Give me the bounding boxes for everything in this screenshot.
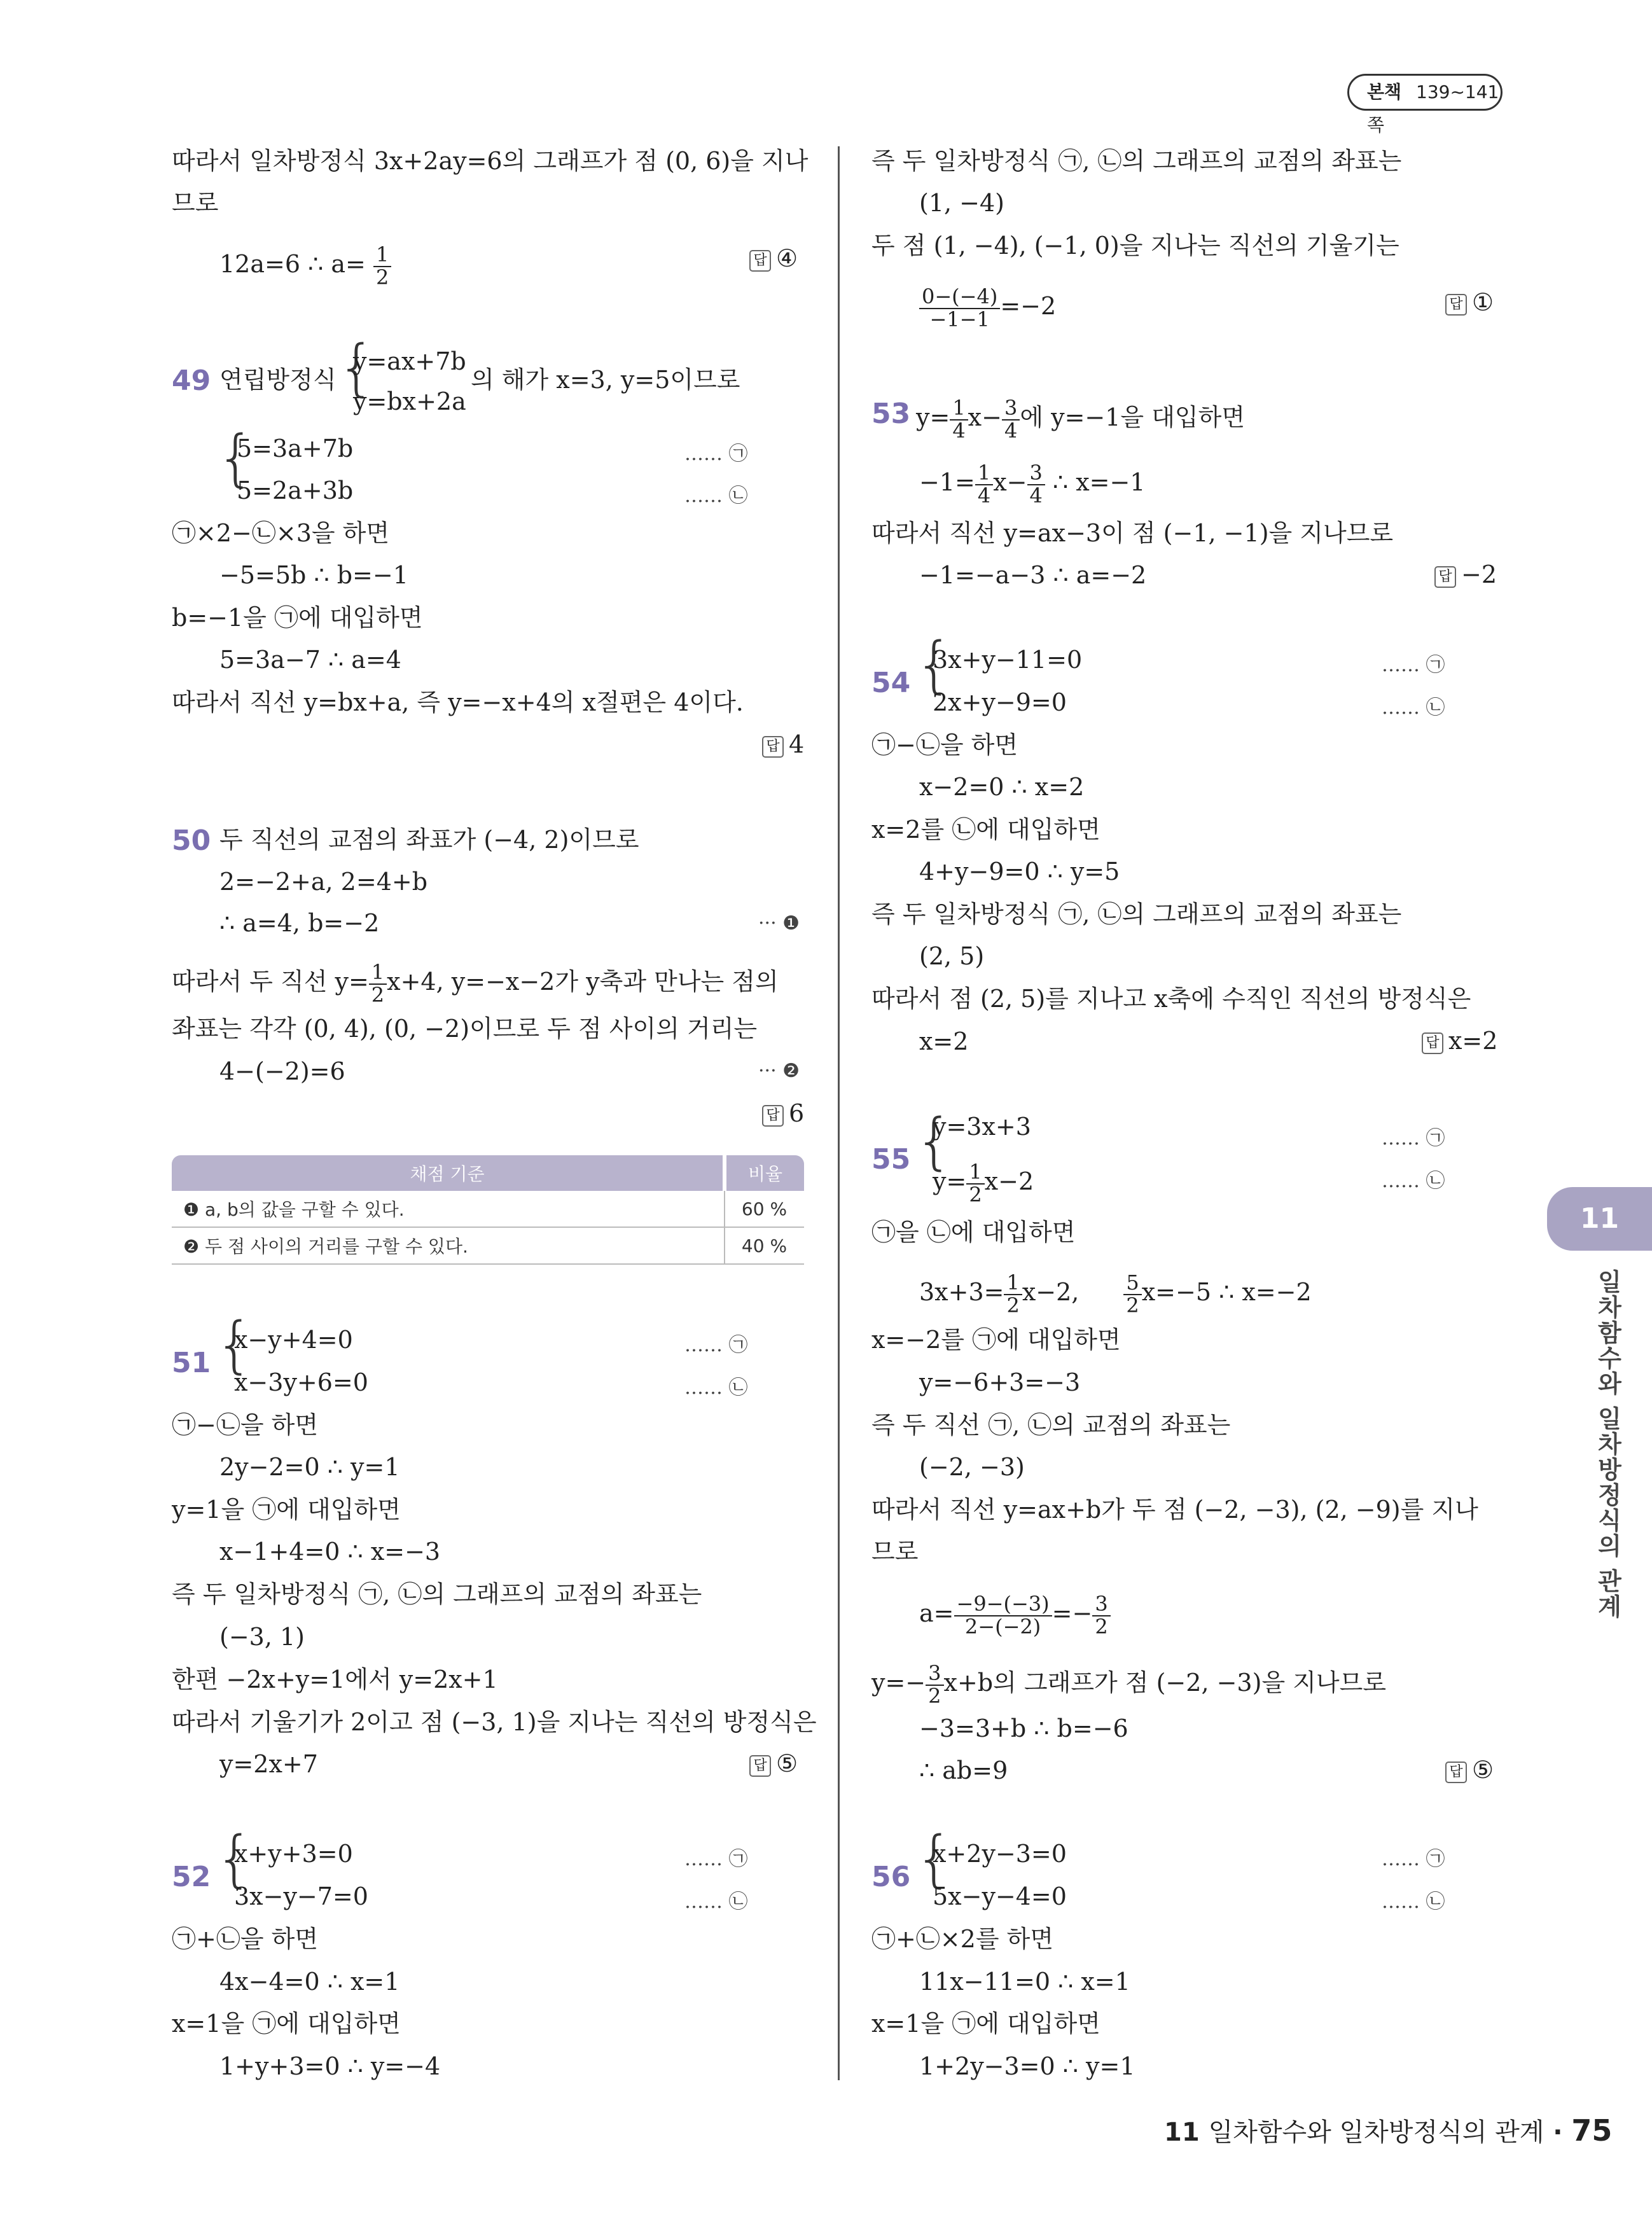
- answer-50: 답 6: [762, 1099, 804, 1127]
- fraction: $\frac{5}{2}$: [1123, 1272, 1141, 1316]
- fraction: $\frac{-9-(-3)}{2-(-2)}$: [954, 1594, 1052, 1637]
- system-brace: {: [337, 332, 377, 403]
- q49-line-1a: 연립방정식: [219, 366, 337, 394]
- q55-line-8: 므로: [871, 1538, 919, 1566]
- answer-icon: 답: [762, 736, 784, 758]
- intro-line-1: 따라서 일차방정식 3x+2ay=6의 그래프가 점 (0, 6)을 지나: [172, 147, 809, 175]
- q54-line-1: ㉠−㉡을 하면: [871, 731, 1018, 759]
- system-brace: {: [915, 1823, 954, 1894]
- equation-marker: …… ㉡: [1382, 1170, 1445, 1192]
- table-row: [172, 1191, 804, 1227]
- q53-line-3: 따라서 직선 y=ax−3이 점 (−1, −1)을 지나므로: [871, 519, 1394, 547]
- answer-55: 답 ⑤: [1445, 1756, 1494, 1784]
- answer-icon: 답: [749, 250, 771, 272]
- q51-line-6: (−3, 1): [219, 1623, 305, 1651]
- q50-line-5: 좌표는 각각 (0, 4), (0, −2)이므로 두 점 사이의 거리는: [172, 1015, 758, 1043]
- q55-eq-2: y= $\frac{1}{2}$ x−2: [933, 1160, 1034, 1207]
- q55-line-7: 따라서 직선 y=ax+b가 두 점 (−2, −3), (2, −9)를 지나: [871, 1496, 1478, 1524]
- q55-line-2: 3x+3= $\frac{1}{2}$ x−2, $\frac{5}{2}$ x=−5 ∴ x=−2: [919, 1270, 1312, 1317]
- equation-marker: …… ㉡: [684, 485, 748, 507]
- ratio-header: 비율: [725, 1155, 804, 1191]
- q52-line-2: 4x−4=0 ∴ x=1: [219, 1968, 400, 1996]
- q54-line-3: x=2를 ㉡에 대입하면: [871, 816, 1100, 844]
- equation-marker: …… ㉡: [684, 1377, 748, 1399]
- q56-eq-2: 5x−y−4=0: [933, 1882, 1067, 1910]
- q49-eq-2: 5=2a+3b: [237, 476, 354, 504]
- chapter-side-title: 일차함수와 일차방정식의 관계: [1593, 1269, 1621, 1620]
- q49-sys-1: y=ax+7b: [353, 347, 466, 375]
- system-brace: {: [915, 629, 954, 700]
- q55-line-10: y=− $\frac{3}{2}$ x+b의 그래프가 점 (−2, −3)을 지나므로: [871, 1661, 1387, 1708]
- question-number-49: 49: [172, 365, 211, 397]
- q52-eq-2: 3x−y−7=0: [234, 1882, 368, 1910]
- cont-line-2: (1, −4): [919, 189, 1005, 217]
- equation-marker: …… ㉡: [1382, 697, 1445, 719]
- header-range: 139~141쪽: [1367, 81, 1499, 136]
- question-number-50: 50: [172, 824, 211, 857]
- q54-line-5: 즉 두 일차방정식 ㉠, ㉡의 그래프의 교점의 좌표는: [871, 900, 1402, 928]
- criteria-ratio: 40 %: [725, 1227, 804, 1264]
- criteria-text: ❶ a, b의 값을 구할 수 있다.: [172, 1191, 725, 1227]
- answer-icon: 답: [749, 1755, 771, 1777]
- fraction: $\frac{3}{2}$: [1092, 1594, 1110, 1637]
- question-number-52: 52: [172, 1861, 211, 1893]
- q49-eq-1: 5=3a+7b: [237, 434, 354, 462]
- cont-line-4: $\frac{0-(-4)}{-1-1}$ =−2: [919, 286, 1056, 330]
- fraction: $\frac{3}{2}$: [926, 1663, 943, 1707]
- fraction: $\frac{1}{2}$: [966, 1162, 984, 1206]
- q49-line-5: 5=3a−7 ∴ a=4: [219, 646, 401, 674]
- fraction: $\frac{1}{4}$: [950, 398, 968, 441]
- q51-line-5: 즉 두 일차방정식 ㉠, ㉡의 그래프의 교점의 좌표는: [172, 1580, 702, 1608]
- q54-line-2: x−2=0 ∴ x=2: [919, 773, 1085, 801]
- equation-marker: …… ㉠: [684, 1334, 748, 1356]
- q53-line-1: y= $\frac{1}{4}$ x− $\frac{3}{4}$ 에 y=−1을 대입하면: [916, 396, 1246, 443]
- q49-sys-2: y=bx+2a: [353, 387, 466, 415]
- equation-marker: …… ㉠: [684, 1848, 748, 1870]
- q55-line-4: y=−6+3=−3: [919, 1368, 1081, 1396]
- answer-49: 답 4: [762, 730, 804, 758]
- q50-line-6: 4−(−2)=6: [219, 1057, 345, 1085]
- q49-line-1b: 의 해가 x=3, y=5이므로: [471, 366, 740, 394]
- criteria-ratio: 60 %: [725, 1191, 804, 1227]
- header-label: 본책: [1367, 81, 1402, 102]
- q56-line-4: 1+2y−3=0 ∴ y=1: [919, 2052, 1135, 2080]
- q52-line-1: ㉠+㉡을 하면: [172, 1925, 319, 1953]
- q51-line-7: 한편 −2x+y=1에서 y=2x+1: [172, 1665, 498, 1693]
- q51-eq-1: x−y+4=0: [234, 1326, 353, 1354]
- intro-line-2: 므로: [172, 189, 219, 217]
- q56-line-1: ㉠+㉡×2를 하면: [871, 1925, 1054, 1953]
- q49-line-2: ㉠×2−㉡×3을 하면: [172, 519, 390, 547]
- step-marker-2: ··· ❷: [758, 1060, 800, 1082]
- q54-line-4: 4+y−9=0 ∴ y=5: [919, 858, 1120, 886]
- intro-eq: 12a=6 ∴ a=: [219, 250, 366, 279]
- q56-line-2: 11x−11=0 ∴ x=1: [919, 1968, 1130, 1996]
- equation-marker: …… ㉡: [684, 1891, 748, 1913]
- q51-line-1: ㉠−㉡을 하면: [172, 1411, 319, 1439]
- q49-line-6: 따라서 직선 y=bx+a, 즉 y=−x+4의 x절편은 4이다.: [172, 688, 744, 716]
- answer-icon: 답: [1445, 1762, 1467, 1783]
- answer-icon: 답: [1422, 1032, 1443, 1054]
- system-brace: {: [215, 1823, 254, 1894]
- system-brace: {: [915, 1106, 954, 1177]
- q53-line-2: −1= $\frac{1}{4}$ x− $\frac{3}{4}$ ∴ x=−1: [919, 461, 1146, 508]
- fraction: $\frac{1}{4}$: [975, 462, 993, 506]
- q55-line-3: x=−2를 ㉠에 대입하면: [871, 1326, 1121, 1354]
- q50-line-3: ∴ a=4, b=−2: [219, 909, 380, 937]
- answer-51: 답 ⑤: [749, 1749, 798, 1777]
- q50-line-1: 두 직선의 교점의 좌표가 (−4, 2)이므로: [219, 826, 639, 854]
- criteria-text: ❷ 두 점 사이의 거리를 구할 수 있다.: [172, 1227, 725, 1264]
- q50-line-4: 따라서 두 직선 y= $\frac{1}{2}$ x+4, y=−x−2가 y축과 만나는 점의: [172, 960, 779, 1007]
- q54-eq-1: 3x+y−11=0: [933, 646, 1083, 674]
- cont-line-1: 즉 두 일차방정식 ㉠, ㉡의 그래프의 교점의 좌표는: [871, 147, 1402, 175]
- q55-line-1: ㉠을 ㉡에 대입하면: [871, 1218, 1076, 1246]
- q52-line-4: 1+y+3=0 ∴ y=−4: [219, 2052, 441, 2080]
- q55-eq-1: y=3x+3: [933, 1113, 1031, 1141]
- answer-cont: 답 ①: [1445, 288, 1494, 316]
- footer-chapter-title: 일차함수와 일차방정식의 관계: [1208, 2118, 1544, 2147]
- answer-icon: 답: [1445, 294, 1467, 316]
- question-number-55: 55: [871, 1143, 911, 1176]
- q55-line-9: a= $\frac{-9-(-3)}{2-(-2)}$ =− $\frac{3}{2}$: [919, 1594, 1111, 1637]
- column-divider: [838, 146, 840, 2080]
- intro-line-3: [219, 244, 391, 288]
- q55-line-5: 즉 두 직선 ㉠, ㉡의 교점의 좌표는: [871, 1411, 1231, 1439]
- q50-line-2: 2=−2+a, 2=4+b: [219, 868, 428, 896]
- equation-marker: …… ㉠: [1382, 654, 1445, 676]
- question-number-51: 51: [172, 1347, 211, 1379]
- q51-line-2: 2y−2=0 ∴ y=1: [219, 1453, 400, 1481]
- q54-line-7: 따라서 점 (2, 5)를 지나고 x축에 수직인 직선의 방정식은: [871, 985, 1471, 1013]
- step-marker-1: ··· ❶: [758, 912, 800, 935]
- answer-54: 답 x=2: [1422, 1027, 1497, 1055]
- question-number-53: 53: [871, 398, 911, 430]
- answer-icon: 답: [1434, 566, 1456, 588]
- question-number-56: 56: [871, 1861, 911, 1893]
- equation-marker: …… ㉠: [684, 443, 748, 465]
- equation-marker: …… ㉠: [1382, 1848, 1445, 1870]
- chapter-tab: 11: [1547, 1187, 1652, 1251]
- fraction: $\frac{3}{4}$: [1027, 462, 1045, 506]
- fraction: $\frac{1}{2}$: [369, 962, 387, 1006]
- scoring-criteria-table: [172, 1155, 804, 1265]
- q52-line-3: x=1을 ㉠에 대입하면: [172, 2010, 401, 2038]
- q51-line-8: 따라서 기울기가 2이고 점 (−3, 1)을 지나는 직선의 방정식은: [172, 1708, 817, 1736]
- q51-line-3: y=1을 ㉠에 대입하면: [172, 1496, 401, 1524]
- answer-icon: 답: [762, 1105, 784, 1127]
- q55-line-12: ∴ ab=9: [919, 1756, 1008, 1784]
- table-header-row: [172, 1155, 804, 1191]
- q53-line-4: −1=−a−3 ∴ a=−2: [919, 561, 1147, 589]
- system-brace: {: [215, 1309, 254, 1380]
- fraction: $\frac{1}{2}$: [373, 244, 391, 288]
- q55-line-11: −3=3+b ∴ b=−6: [919, 1714, 1128, 1742]
- question-number-54: 54: [871, 667, 911, 699]
- q54-eq-2: 2x+y−9=0: [933, 688, 1067, 716]
- q51-line-4: x−1+4=0 ∴ x=−3: [219, 1538, 441, 1566]
- equation-marker: …… ㉡: [1382, 1891, 1445, 1913]
- q49-line-4: b=−1을 ㉠에 대입하면: [172, 604, 423, 632]
- footer-separator: ·: [1553, 2118, 1572, 2147]
- fraction: $\frac{0-(-4)}{-1-1}$: [919, 286, 1000, 330]
- criteria-header: 채점 기준: [172, 1155, 725, 1191]
- q56-line-3: x=1을 ㉠에 대입하면: [871, 2010, 1100, 2038]
- q54-line-8: x=2: [919, 1027, 969, 1055]
- page-footer: [1164, 2112, 1612, 2148]
- q56-eq-1: x+2y−3=0: [933, 1840, 1067, 1868]
- footer-chapter-no: 11: [1164, 2118, 1200, 2147]
- fraction: $\frac{1}{2}$: [1004, 1272, 1022, 1316]
- cont-line-3: 두 점 (1, −4), (−1, 0)을 지나는 직선의 기울기는: [871, 232, 1399, 260]
- system-brace: {: [216, 422, 256, 494]
- q54-line-6: (2, 5): [919, 942, 985, 970]
- page-number: 75: [1571, 2113, 1613, 2148]
- answer-intro: 답 ④: [749, 244, 798, 272]
- q51-eq-2: x−3y+6=0: [234, 1368, 368, 1396]
- page-range-badge: [1347, 74, 1503, 136]
- q55-line-6: (−2, −3): [919, 1453, 1025, 1481]
- table-row: [172, 1227, 804, 1264]
- q51-line-9: y=2x+7: [219, 1750, 318, 1778]
- answer-53: 답 −2: [1434, 560, 1497, 588]
- q52-eq-1: x+y+3=0: [234, 1840, 353, 1868]
- fraction: $\frac{3}{4}$: [1002, 398, 1020, 441]
- q49-line-3: −5=5b ∴ b=−1: [219, 561, 408, 589]
- equation-marker: …… ㉠: [1382, 1127, 1445, 1150]
